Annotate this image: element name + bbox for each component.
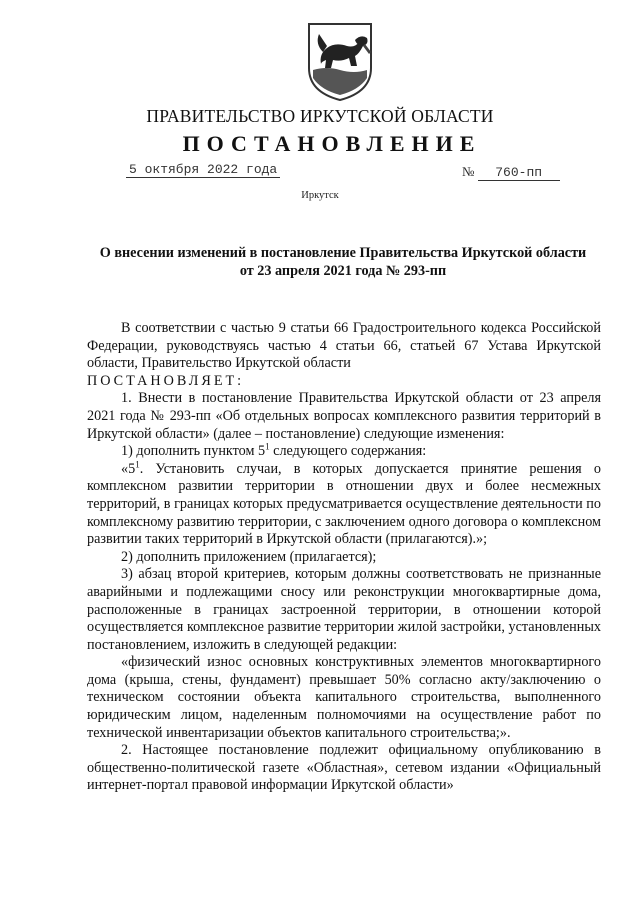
text-segment: «5	[121, 460, 136, 477]
number-label: №	[462, 164, 475, 179]
subject-line-1: О внесении изменений в постановление Правительства Иркутской области	[99, 245, 587, 261]
document-subject	[78, 244, 608, 280]
paragraph-quoted-5-1	[87, 461, 601, 549]
text-segment: . Установить случаи, в которых допускается принятие решения о комплексном развитии территории в отношении двух и более несмежных территорий, в границах которых предусматривается осуществление деятельности по комплексному развитию территории, с заключением одного договора о комплексном развитии таких территорий в Иркутской области (прилагаются).»;	[87, 460, 601, 548]
superscript: 1	[135, 459, 140, 470]
subject-line-2: от 23 апреля 2021 года № 293-пп	[239, 263, 447, 279]
paragraph-item-1: 1. Внести в постановление Правительства Иркутской области от 23 апреля 2021 года № 293-пп «Об отдельных вопросах комплексного развития территорий в Иркутской области» (далее – постановление) следующие изменения:	[87, 390, 601, 442]
number-value: 760-пп	[478, 165, 560, 181]
document-number	[462, 164, 560, 181]
paragraph-subitem-1	[87, 443, 601, 461]
irkutsk-coat-of-arms-icon	[299, 18, 381, 104]
text-segment: следующего содержания:	[269, 443, 427, 460]
paragraph-quoted-criteria: «физический износ основных конструктивных элементов многоквартирного дома (крыша, стены, фундамент) превышает 50% согласно акту/заключению о техническом состоянии объекта капитального строительства, выполненного юридическим лицом, наделенным полномочиями на осуществление работ по технической инвентаризации объектов капитального строительства;».	[87, 654, 601, 741]
government-title: ПРАВИТЕЛЬСТВО ИРКУТСКОЙ ОБЛАСТИ	[146, 106, 494, 126]
paragraph-subitem-2: 2) дополнить приложением (прилагается);	[121, 548, 377, 565]
text-segment: 1) дополнить пунктом 5	[121, 443, 266, 460]
paragraph-item-2: 2. Настоящее постановление подлежит официальному опубликованию в общественно-политической газете «Областная», сетевом издании «Официальный интернет-портал правовой информации Иркутской области»	[87, 742, 601, 794]
paragraph-preamble: В соответствии с частью 9 статьи 66 Градостроительного кодекса Российской Федерации, руководствуясь частью 4 статьи 66, статьей 67 Устава Иркутской области, Правительство Иркутской области	[87, 320, 601, 372]
paragraph-subitem-3: 3) абзац второй критериев, которым должны соответствовать не признанные аварийными и подлежащими сносу или реконструкции многоквартирные дома, расположенные в границах застроенной территории, в отношении которой осуществляется комплексное развитие территории жилой застройки, установленных постановлением, изложить в следующей редакции:	[87, 566, 601, 653]
document-body	[87, 320, 601, 795]
date-value: 5 октября 2022 года	[126, 162, 280, 178]
document-date	[126, 162, 280, 177]
paragraph-resolves: ПОСТАНОВЛЯЕТ:	[87, 372, 245, 389]
city-name: Иркутск	[301, 190, 339, 201]
document-type: ПОСТАНОВЛЕНИЕ	[182, 131, 482, 156]
superscript: 1	[265, 441, 270, 452]
